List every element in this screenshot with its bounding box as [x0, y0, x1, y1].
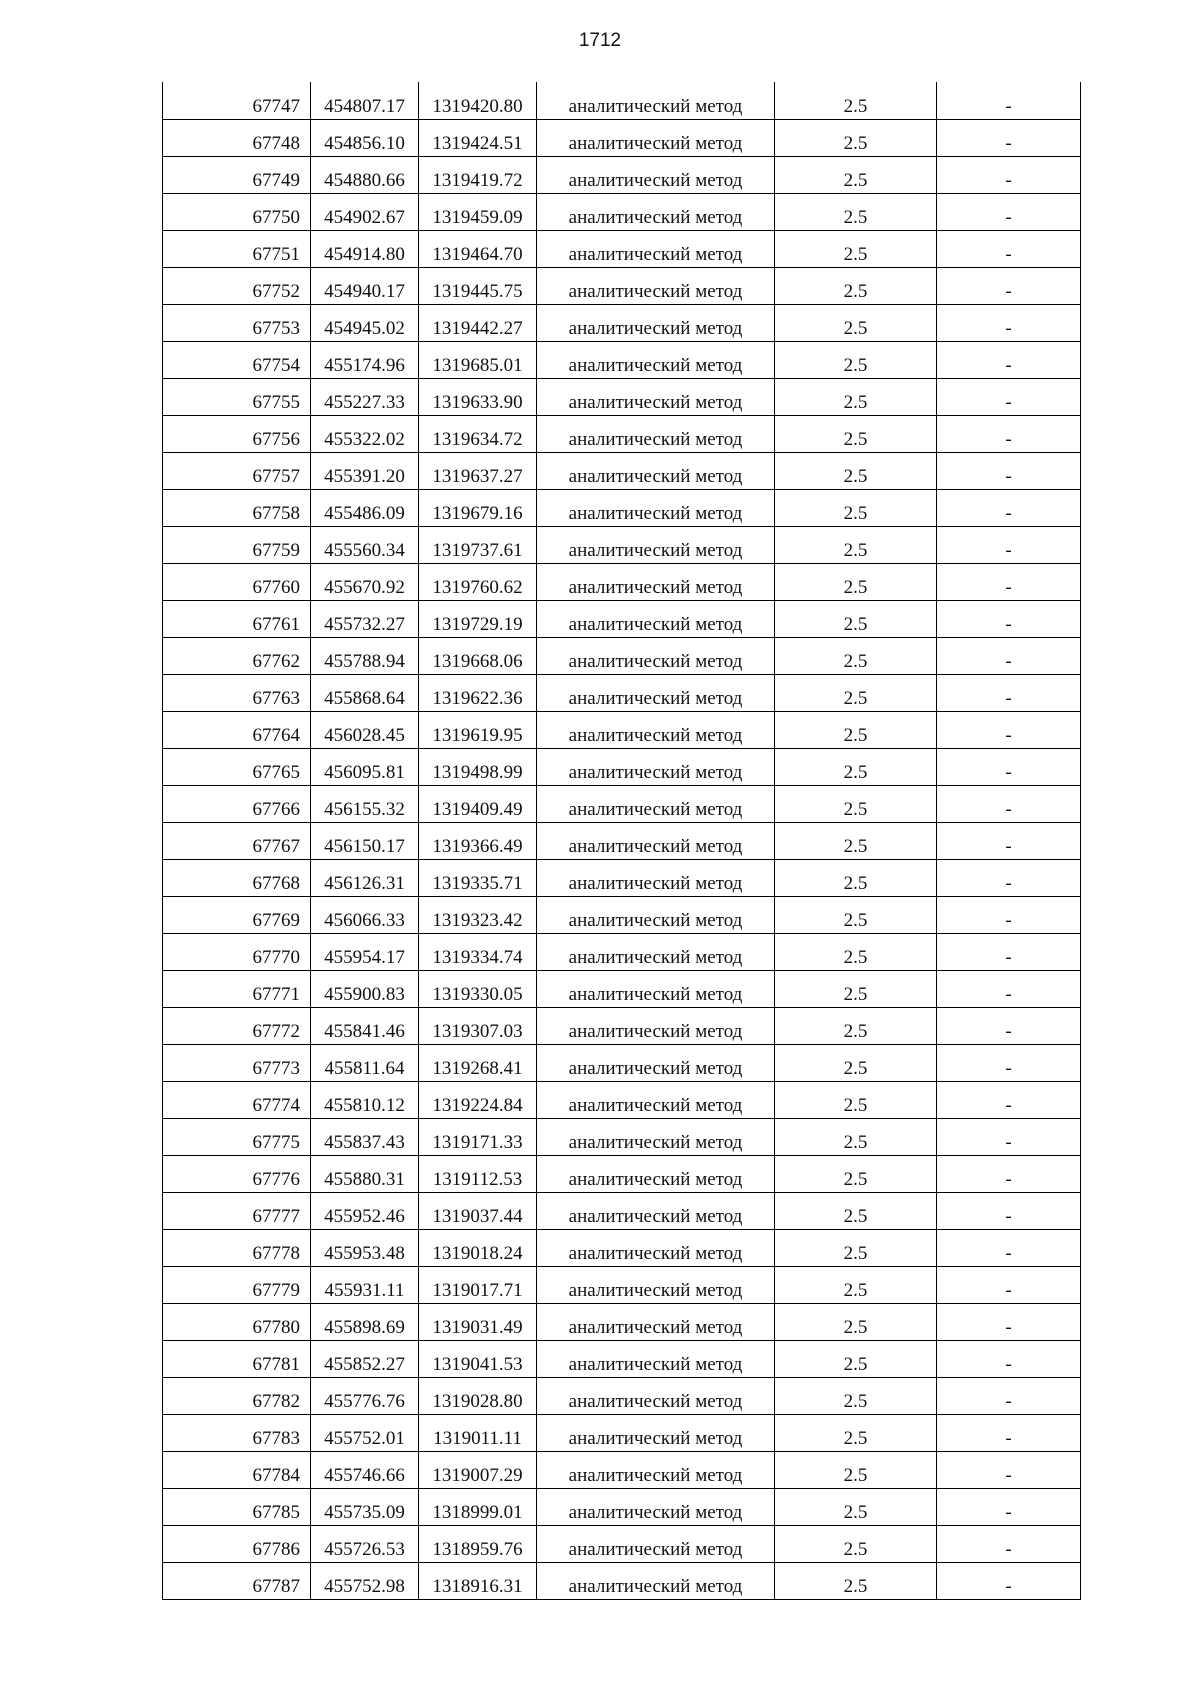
- method-cell: аналитический метод: [537, 1377, 775, 1414]
- method-cell: аналитический метод: [537, 1229, 775, 1266]
- note-cell: -: [937, 859, 1081, 896]
- point-number-cell: 67769: [163, 896, 311, 933]
- method-cell: аналитический метод: [537, 1081, 775, 1118]
- accuracy-cell: 2.5: [775, 1266, 937, 1303]
- table-row: [163, 1081, 1081, 1118]
- point-number-cell: 67773: [163, 1044, 311, 1081]
- point-number-cell: 67757: [163, 452, 311, 489]
- table-row: [163, 1155, 1081, 1192]
- table-row: [163, 1451, 1081, 1488]
- accuracy-cell: 2.5: [775, 1451, 937, 1488]
- method-cell: аналитический метод: [537, 563, 775, 600]
- point-number-cell: 67765: [163, 748, 311, 785]
- point-number-cell: 67748: [163, 119, 311, 156]
- accuracy-cell: 2.5: [775, 1229, 937, 1266]
- point-number-cell: 67751: [163, 230, 311, 267]
- x-coordinate-cell: 456095.81: [311, 748, 419, 785]
- point-number-cell: 67768: [163, 859, 311, 896]
- method-cell: аналитический метод: [537, 1562, 775, 1599]
- table-row: [163, 341, 1081, 378]
- method-cell: аналитический метод: [537, 896, 775, 933]
- accuracy-cell: 2.5: [775, 267, 937, 304]
- table-row: [163, 970, 1081, 1007]
- method-cell: аналитический метод: [537, 1155, 775, 1192]
- method-cell: аналитический метод: [537, 82, 775, 119]
- accuracy-cell: 2.5: [775, 674, 937, 711]
- table-row: [163, 1266, 1081, 1303]
- table-row: [163, 1303, 1081, 1340]
- note-cell: -: [937, 230, 1081, 267]
- method-cell: аналитический метод: [537, 600, 775, 637]
- method-cell: аналитический метод: [537, 452, 775, 489]
- point-number-cell: 67766: [163, 785, 311, 822]
- table-row: [163, 1525, 1081, 1562]
- coordinates-table-body: [163, 82, 1081, 1599]
- y-coordinate-cell: 1319679.16: [419, 489, 537, 526]
- point-number-cell: 67787: [163, 1562, 311, 1599]
- point-number-cell: 67755: [163, 378, 311, 415]
- note-cell: -: [937, 1192, 1081, 1229]
- accuracy-cell: 2.5: [775, 193, 937, 230]
- accuracy-cell: 2.5: [775, 637, 937, 674]
- table-row: [163, 600, 1081, 637]
- note-cell: -: [937, 1488, 1081, 1525]
- table-row: [163, 1192, 1081, 1229]
- y-coordinate-cell: 1319041.53: [419, 1340, 537, 1377]
- table-row: [163, 1488, 1081, 1525]
- table-row: [163, 933, 1081, 970]
- y-coordinate-cell: 1319760.62: [419, 563, 537, 600]
- method-cell: аналитический метод: [537, 378, 775, 415]
- accuracy-cell: 2.5: [775, 526, 937, 563]
- note-cell: -: [937, 1525, 1081, 1562]
- x-coordinate-cell: 454945.02: [311, 304, 419, 341]
- table-row: [163, 1229, 1081, 1266]
- y-coordinate-cell: 1319409.49: [419, 785, 537, 822]
- accuracy-cell: 2.5: [775, 230, 937, 267]
- method-cell: аналитический метод: [537, 415, 775, 452]
- note-cell: -: [937, 933, 1081, 970]
- method-cell: аналитический метод: [537, 1488, 775, 1525]
- method-cell: аналитический метод: [537, 1451, 775, 1488]
- x-coordinate-cell: 454880.66: [311, 156, 419, 193]
- table-row: [163, 637, 1081, 674]
- note-cell: -: [937, 1377, 1081, 1414]
- accuracy-cell: 2.5: [775, 896, 937, 933]
- y-coordinate-cell: 1319007.29: [419, 1451, 537, 1488]
- note-cell: -: [937, 1414, 1081, 1451]
- note-cell: -: [937, 1562, 1081, 1599]
- table-row: [163, 1562, 1081, 1599]
- y-coordinate-cell: 1319031.49: [419, 1303, 537, 1340]
- y-coordinate-cell: 1319335.71: [419, 859, 537, 896]
- table-row: [163, 82, 1081, 119]
- coordinates-table: [162, 82, 1081, 1600]
- accuracy-cell: 2.5: [775, 600, 937, 637]
- point-number-cell: 67756: [163, 415, 311, 452]
- method-cell: аналитический метод: [537, 230, 775, 267]
- accuracy-cell: 2.5: [775, 1044, 937, 1081]
- x-coordinate-cell: 456126.31: [311, 859, 419, 896]
- point-number-cell: 67750: [163, 193, 311, 230]
- point-number-cell: 67770: [163, 933, 311, 970]
- note-cell: -: [937, 822, 1081, 859]
- note-cell: -: [937, 526, 1081, 563]
- accuracy-cell: 2.5: [775, 1340, 937, 1377]
- y-coordinate-cell: 1319419.72: [419, 156, 537, 193]
- point-number-cell: 67764: [163, 711, 311, 748]
- table-row: [163, 378, 1081, 415]
- method-cell: аналитический метод: [537, 1414, 775, 1451]
- x-coordinate-cell: 455953.48: [311, 1229, 419, 1266]
- table-row: [163, 156, 1081, 193]
- y-coordinate-cell: 1319307.03: [419, 1007, 537, 1044]
- accuracy-cell: 2.5: [775, 341, 937, 378]
- x-coordinate-cell: 455810.12: [311, 1081, 419, 1118]
- x-coordinate-cell: 456028.45: [311, 711, 419, 748]
- method-cell: аналитический метод: [537, 822, 775, 859]
- accuracy-cell: 2.5: [775, 822, 937, 859]
- x-coordinate-cell: 456155.32: [311, 785, 419, 822]
- x-coordinate-cell: 455752.01: [311, 1414, 419, 1451]
- accuracy-cell: 2.5: [775, 378, 937, 415]
- note-cell: -: [937, 637, 1081, 674]
- x-coordinate-cell: 455811.64: [311, 1044, 419, 1081]
- point-number-cell: 67758: [163, 489, 311, 526]
- method-cell: аналитический метод: [537, 674, 775, 711]
- note-cell: -: [937, 970, 1081, 1007]
- x-coordinate-cell: 455746.66: [311, 1451, 419, 1488]
- accuracy-cell: 2.5: [775, 1562, 937, 1599]
- x-coordinate-cell: 454807.17: [311, 82, 419, 119]
- method-cell: аналитический метод: [537, 785, 775, 822]
- accuracy-cell: 2.5: [775, 859, 937, 896]
- x-coordinate-cell: 454856.10: [311, 119, 419, 156]
- note-cell: -: [937, 1451, 1081, 1488]
- y-coordinate-cell: 1319619.95: [419, 711, 537, 748]
- x-coordinate-cell: 455391.20: [311, 452, 419, 489]
- table-row: [163, 785, 1081, 822]
- y-coordinate-cell: 1319366.49: [419, 822, 537, 859]
- note-cell: -: [937, 82, 1081, 119]
- accuracy-cell: 2.5: [775, 156, 937, 193]
- y-coordinate-cell: 1319028.80: [419, 1377, 537, 1414]
- accuracy-cell: 2.5: [775, 1192, 937, 1229]
- accuracy-cell: 2.5: [775, 452, 937, 489]
- table-row: [163, 415, 1081, 452]
- x-coordinate-cell: 455322.02: [311, 415, 419, 452]
- point-number-cell: 67783: [163, 1414, 311, 1451]
- method-cell: аналитический метод: [537, 1118, 775, 1155]
- x-coordinate-cell: 454902.67: [311, 193, 419, 230]
- y-coordinate-cell: 1319424.51: [419, 119, 537, 156]
- accuracy-cell: 2.5: [775, 1303, 937, 1340]
- accuracy-cell: 2.5: [775, 1525, 937, 1562]
- y-coordinate-cell: 1319420.80: [419, 82, 537, 119]
- table-row: [163, 711, 1081, 748]
- x-coordinate-cell: 455852.27: [311, 1340, 419, 1377]
- y-coordinate-cell: 1319017.71: [419, 1266, 537, 1303]
- point-number-cell: 67781: [163, 1340, 311, 1377]
- y-coordinate-cell: 1319037.44: [419, 1192, 537, 1229]
- y-coordinate-cell: 1319633.90: [419, 378, 537, 415]
- x-coordinate-cell: 455735.09: [311, 1488, 419, 1525]
- point-number-cell: 67749: [163, 156, 311, 193]
- table-row: [163, 193, 1081, 230]
- point-number-cell: 67780: [163, 1303, 311, 1340]
- accuracy-cell: 2.5: [775, 785, 937, 822]
- x-coordinate-cell: 454914.80: [311, 230, 419, 267]
- method-cell: аналитический метод: [537, 341, 775, 378]
- table-row: [163, 304, 1081, 341]
- note-cell: -: [937, 563, 1081, 600]
- table-row: [163, 230, 1081, 267]
- note-cell: -: [937, 1155, 1081, 1192]
- method-cell: аналитический метод: [537, 1044, 775, 1081]
- y-coordinate-cell: 1319464.70: [419, 230, 537, 267]
- note-cell: -: [937, 1118, 1081, 1155]
- accuracy-cell: 2.5: [775, 1155, 937, 1192]
- y-coordinate-cell: 1318959.76: [419, 1525, 537, 1562]
- x-coordinate-cell: 455752.98: [311, 1562, 419, 1599]
- note-cell: -: [937, 1081, 1081, 1118]
- point-number-cell: 67777: [163, 1192, 311, 1229]
- note-cell: -: [937, 415, 1081, 452]
- point-number-cell: 67774: [163, 1081, 311, 1118]
- table-row: [163, 563, 1081, 600]
- x-coordinate-cell: 455788.94: [311, 637, 419, 674]
- point-number-cell: 67759: [163, 526, 311, 563]
- note-cell: -: [937, 156, 1081, 193]
- note-cell: -: [937, 1007, 1081, 1044]
- method-cell: аналитический метод: [537, 119, 775, 156]
- note-cell: -: [937, 304, 1081, 341]
- point-number-cell: 67767: [163, 822, 311, 859]
- y-coordinate-cell: 1318999.01: [419, 1488, 537, 1525]
- y-coordinate-cell: 1319442.27: [419, 304, 537, 341]
- y-coordinate-cell: 1319685.01: [419, 341, 537, 378]
- point-number-cell: 67772: [163, 1007, 311, 1044]
- table-row: [163, 267, 1081, 304]
- point-number-cell: 67786: [163, 1525, 311, 1562]
- point-number-cell: 67754: [163, 341, 311, 378]
- y-coordinate-cell: 1319323.42: [419, 896, 537, 933]
- point-number-cell: 67778: [163, 1229, 311, 1266]
- note-cell: -: [937, 1229, 1081, 1266]
- accuracy-cell: 2.5: [775, 1007, 937, 1044]
- point-number-cell: 67784: [163, 1451, 311, 1488]
- x-coordinate-cell: 455931.11: [311, 1266, 419, 1303]
- x-coordinate-cell: 455560.34: [311, 526, 419, 563]
- method-cell: аналитический метод: [537, 304, 775, 341]
- note-cell: -: [937, 674, 1081, 711]
- table-row: [163, 859, 1081, 896]
- y-coordinate-cell: 1319171.33: [419, 1118, 537, 1155]
- note-cell: -: [937, 785, 1081, 822]
- x-coordinate-cell: 455868.64: [311, 674, 419, 711]
- table-row: [163, 526, 1081, 563]
- table-row: [163, 1118, 1081, 1155]
- x-coordinate-cell: 455227.33: [311, 378, 419, 415]
- y-coordinate-cell: 1319498.99: [419, 748, 537, 785]
- x-coordinate-cell: 456066.33: [311, 896, 419, 933]
- y-coordinate-cell: 1319018.24: [419, 1229, 537, 1266]
- table-row: [163, 452, 1081, 489]
- y-coordinate-cell: 1319729.19: [419, 600, 537, 637]
- note-cell: -: [937, 341, 1081, 378]
- x-coordinate-cell: 455880.31: [311, 1155, 419, 1192]
- x-coordinate-cell: 455776.76: [311, 1377, 419, 1414]
- note-cell: -: [937, 1340, 1081, 1377]
- note-cell: -: [937, 711, 1081, 748]
- note-cell: -: [937, 1044, 1081, 1081]
- point-number-cell: 67752: [163, 267, 311, 304]
- note-cell: -: [937, 119, 1081, 156]
- method-cell: аналитический метод: [537, 859, 775, 896]
- method-cell: аналитический метод: [537, 156, 775, 193]
- table-row: [163, 1414, 1081, 1451]
- x-coordinate-cell: 455837.43: [311, 1118, 419, 1155]
- method-cell: аналитический метод: [537, 193, 775, 230]
- method-cell: аналитический метод: [537, 711, 775, 748]
- table-row: [163, 119, 1081, 156]
- y-coordinate-cell: 1319737.61: [419, 526, 537, 563]
- accuracy-cell: 2.5: [775, 970, 937, 1007]
- table-row: [163, 896, 1081, 933]
- accuracy-cell: 2.5: [775, 1377, 937, 1414]
- note-cell: -: [937, 748, 1081, 785]
- method-cell: аналитический метод: [537, 748, 775, 785]
- point-number-cell: 67760: [163, 563, 311, 600]
- x-coordinate-cell: 456150.17: [311, 822, 419, 859]
- method-cell: аналитический метод: [537, 1007, 775, 1044]
- point-number-cell: 67782: [163, 1377, 311, 1414]
- method-cell: аналитический метод: [537, 637, 775, 674]
- table-row: [163, 1340, 1081, 1377]
- y-coordinate-cell: 1319668.06: [419, 637, 537, 674]
- point-number-cell: 67762: [163, 637, 311, 674]
- method-cell: аналитический метод: [537, 1525, 775, 1562]
- x-coordinate-cell: 454940.17: [311, 267, 419, 304]
- method-cell: аналитический метод: [537, 933, 775, 970]
- x-coordinate-cell: 455670.92: [311, 563, 419, 600]
- method-cell: аналитический метод: [537, 1340, 775, 1377]
- y-coordinate-cell: 1318916.31: [419, 1562, 537, 1599]
- table-row: [163, 674, 1081, 711]
- y-coordinate-cell: 1319634.72: [419, 415, 537, 452]
- x-coordinate-cell: 455732.27: [311, 600, 419, 637]
- x-coordinate-cell: 455841.46: [311, 1007, 419, 1044]
- point-number-cell: 67761: [163, 600, 311, 637]
- x-coordinate-cell: 455898.69: [311, 1303, 419, 1340]
- accuracy-cell: 2.5: [775, 415, 937, 452]
- method-cell: аналитический метод: [537, 1303, 775, 1340]
- y-coordinate-cell: 1319334.74: [419, 933, 537, 970]
- point-number-cell: 67763: [163, 674, 311, 711]
- accuracy-cell: 2.5: [775, 1081, 937, 1118]
- x-coordinate-cell: 455726.53: [311, 1525, 419, 1562]
- accuracy-cell: 2.5: [775, 489, 937, 526]
- y-coordinate-cell: 1319224.84: [419, 1081, 537, 1118]
- point-number-cell: 67785: [163, 1488, 311, 1525]
- accuracy-cell: 2.5: [775, 748, 937, 785]
- method-cell: аналитический метод: [537, 489, 775, 526]
- point-number-cell: 67776: [163, 1155, 311, 1192]
- note-cell: -: [937, 896, 1081, 933]
- x-coordinate-cell: 455952.46: [311, 1192, 419, 1229]
- accuracy-cell: 2.5: [775, 1414, 937, 1451]
- x-coordinate-cell: 455954.17: [311, 933, 419, 970]
- accuracy-cell: 2.5: [775, 82, 937, 119]
- y-coordinate-cell: 1319637.27: [419, 452, 537, 489]
- point-number-cell: 67775: [163, 1118, 311, 1155]
- note-cell: -: [937, 452, 1081, 489]
- note-cell: -: [937, 378, 1081, 415]
- table-row: [163, 1044, 1081, 1081]
- x-coordinate-cell: 455486.09: [311, 489, 419, 526]
- y-coordinate-cell: 1319622.36: [419, 674, 537, 711]
- note-cell: -: [937, 1266, 1081, 1303]
- y-coordinate-cell: 1319112.53: [419, 1155, 537, 1192]
- y-coordinate-cell: 1319268.41: [419, 1044, 537, 1081]
- accuracy-cell: 2.5: [775, 1118, 937, 1155]
- point-number-cell: 67747: [163, 82, 311, 119]
- note-cell: -: [937, 600, 1081, 637]
- accuracy-cell: 2.5: [775, 563, 937, 600]
- note-cell: -: [937, 267, 1081, 304]
- y-coordinate-cell: 1319011.11: [419, 1414, 537, 1451]
- y-coordinate-cell: 1319459.09: [419, 193, 537, 230]
- table-row: [163, 489, 1081, 526]
- point-number-cell: 67771: [163, 970, 311, 1007]
- point-number-cell: 67779: [163, 1266, 311, 1303]
- table-row: [163, 1007, 1081, 1044]
- accuracy-cell: 2.5: [775, 304, 937, 341]
- table-row: [163, 1377, 1081, 1414]
- method-cell: аналитический метод: [537, 526, 775, 563]
- x-coordinate-cell: 455900.83: [311, 970, 419, 1007]
- method-cell: аналитический метод: [537, 1192, 775, 1229]
- point-number-cell: 67753: [163, 304, 311, 341]
- method-cell: аналитический метод: [537, 1266, 775, 1303]
- method-cell: аналитический метод: [537, 970, 775, 1007]
- accuracy-cell: 2.5: [775, 711, 937, 748]
- note-cell: -: [937, 193, 1081, 230]
- note-cell: -: [937, 1303, 1081, 1340]
- accuracy-cell: 2.5: [775, 933, 937, 970]
- x-coordinate-cell: 455174.96: [311, 341, 419, 378]
- table-row: [163, 748, 1081, 785]
- y-coordinate-cell: 1319330.05: [419, 970, 537, 1007]
- accuracy-cell: 2.5: [775, 1488, 937, 1525]
- method-cell: аналитический метод: [537, 267, 775, 304]
- accuracy-cell: 2.5: [775, 119, 937, 156]
- page-number: 1712: [578, 30, 622, 51]
- y-coordinate-cell: 1319445.75: [419, 267, 537, 304]
- table-row: [163, 822, 1081, 859]
- note-cell: -: [937, 489, 1081, 526]
